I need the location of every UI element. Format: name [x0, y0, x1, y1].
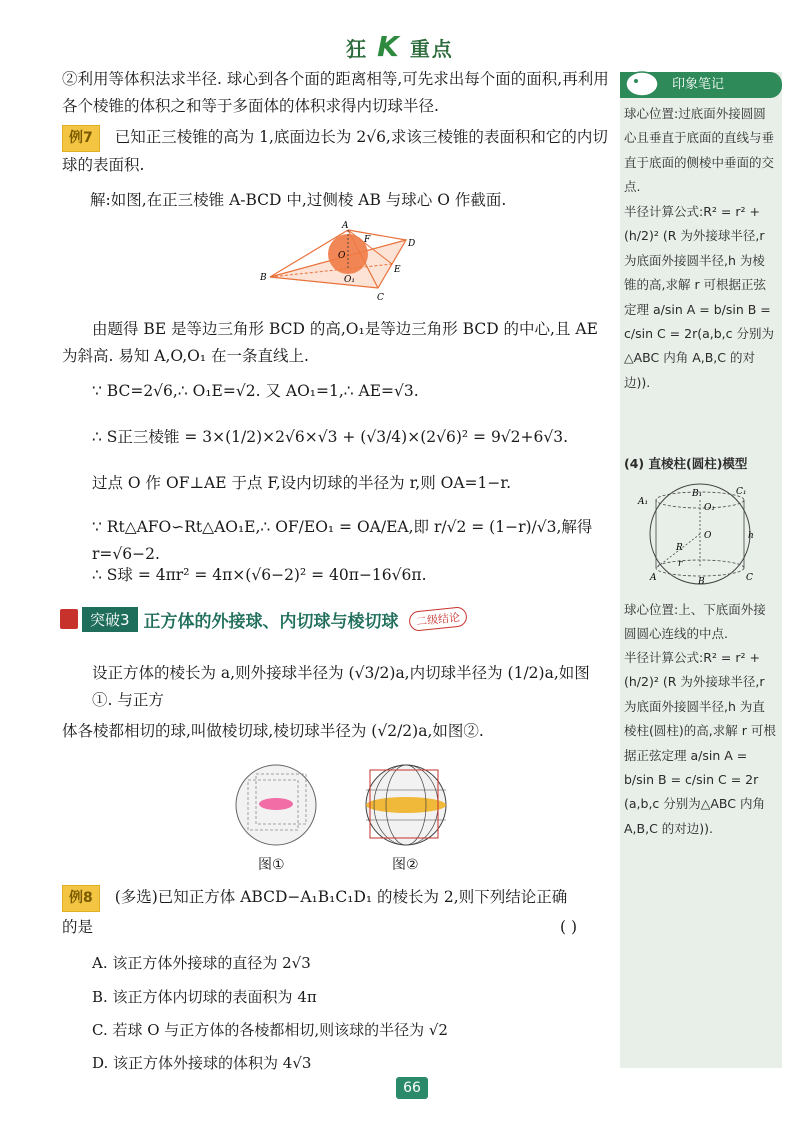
choice-d: D. 该正方体外接球的体积为 4√3	[92, 1054, 312, 1072]
label-a1: A₁	[638, 497, 649, 507]
page-number: 66	[396, 1077, 428, 1099]
label-sidebar-c: C	[746, 573, 753, 583]
example8-question	[62, 884, 610, 912]
inscribed-section	[259, 798, 293, 810]
choice-c: C. 若球 O 与正方体的各棱都相切,则该球的半径为 √2	[92, 1021, 448, 1039]
label-o1: O₁	[344, 275, 355, 285]
elephant-icon	[622, 66, 662, 100]
example7-question-text: 已知正三棱锥的高为 1,底面边长为 2√6,求该三棱锥的表面积和它的内切球的表面积.	[62, 128, 608, 174]
cube-text-2: 体各棱都相切的球,叫做棱切球,棱切球半径为 (√2/2)a,如图②.	[62, 722, 484, 740]
label-a: A	[342, 221, 349, 231]
example7-question	[62, 124, 610, 179]
cube-text-1: 设正方体的棱长为 a,则外接球半径为 (√3/2)a,内切球半径为 (1/2)a,如图①. 与正方	[92, 664, 590, 710]
pyramid-figure	[260, 220, 420, 302]
figure-2-caption: 图②	[392, 857, 419, 873]
figure-1-caption: 图①	[258, 857, 285, 873]
figure-1-inscribed-circumscribed	[226, 760, 326, 850]
equator-band	[366, 797, 446, 813]
label-b: B	[260, 273, 267, 283]
header-left: 狂	[346, 37, 369, 61]
label-sidebar-a: A	[650, 573, 657, 583]
label-f: F	[364, 235, 371, 245]
sidebar-p2: 半径计算公式:R² = r² + (h/2)² (R 为外接球半径,r 为底面外接圆半径,h 为棱锥的高,求解 r 可根据正弦定理 a/sin A = b/sin B = c/sin C = 2r(a,b,c 分别为△ABC 内角 A,B,C 的对边)).	[624, 204, 774, 390]
section3-title: 正方体的外接球、内切球与棱切球	[143, 611, 399, 632]
intro-paragraph: ②利用等体积法求半径. 球心到各个面的距离相等,可先求出每个面的面积,再利用各个棱锥的体积之和等于多面体的体积求得内切球半径.	[62, 70, 609, 116]
figure-2-edge-tangent	[356, 760, 456, 850]
solution-line-1: 由题得 BE 是等边三角形 BCD 的高,O₁是等边三角形 BCD 的中心,且 AE 为斜高. 易知 A,O,O₁ 在一条直线上.	[62, 320, 598, 366]
solution-line-5: ∵ Rt△AFO∽Rt△AO₁E,∴ OF/EO₁ = OA/EA,即 r/√2 = (1−r)/√3,解得 r=√6−2.	[92, 518, 593, 564]
solution-line-4: 过点 O 作 OF⊥AE 于点 F,设内切球的半径为 r,则 OA=1−r.	[92, 474, 512, 492]
label-c1: C₁	[736, 487, 747, 497]
label-sidebar-o: O	[704, 531, 712, 541]
label-sidebar-b: B	[698, 577, 705, 587]
label-radius-r: R	[676, 543, 683, 553]
label-d: D	[408, 239, 416, 249]
label-c: C	[377, 293, 384, 302]
solution-line-6: ∴ S球 = 4πr² = 4π×(√6−2)² = 40π−16√6π.	[92, 566, 427, 584]
solution-line-2: ∵ BC=2√6,∴ O₁E=√2. 又 AO₁=1,∴ AE=√3.	[92, 382, 419, 400]
sidebar-p5: 半径计算公式:R² = r² + (h/2)² (R 为外接球半径,r 为底面外接圆半径,h 为直棱柱(圆柱)的高,求解 r 可根据正弦定理 a/sin A = b/sin B = c/sin C = 2r (a,b,c 分别为△ABC 内角 A,B,C 的对边)).	[624, 650, 776, 836]
header-k-logo: K	[377, 30, 401, 63]
label-h: h	[748, 531, 754, 541]
solution-line-3: ∴ S正三棱锥 = 3×(1/2)×2√6×√3 + (√3/4)×(2√6)² = 9√2+6√3.	[92, 428, 569, 446]
book-icon	[60, 609, 78, 629]
running-header	[0, 30, 800, 63]
sidebar-title: 印象笔记	[672, 77, 725, 92]
sidebar-p4: 球心位置:上、下底面外接圆圆心连线的中点.	[624, 602, 766, 642]
section3-header	[60, 605, 467, 633]
section3-stamp: 二级结论	[408, 606, 468, 632]
example8-question-cont: 的是	[62, 918, 94, 936]
answer-paren: ( )	[560, 918, 578, 936]
label-e: E	[394, 265, 401, 275]
label-radius-small-r: r	[678, 559, 683, 569]
example7-badge: 例7	[62, 125, 100, 152]
sidebar-p1: 球心位置:过底面外接圆圆心且垂直于底面的直线与垂直于底面的侧棱中垂面的交点.	[624, 106, 775, 195]
section3-tag: 突破3	[82, 607, 138, 632]
header-right: 重点	[409, 37, 454, 61]
label-b1: B₁	[692, 489, 703, 499]
prism-sphere-figure	[632, 480, 768, 588]
sidebar-p3: (4) 直棱柱(圆柱)模型	[624, 456, 748, 471]
example8-question-text: (多选)已知正方体 ABCD−A₁B₁C₁D₁ 的棱长为 2,则下列结论正确	[114, 888, 568, 906]
label-sidebar-o1: O₁	[704, 503, 715, 513]
choice-a: A. 该正方体外接球的直径为 2√3	[92, 954, 311, 972]
example7-solution-intro: 解:如图,在正三棱锥 A-BCD 中,过侧棱 AB 与球心 O 作截面.	[90, 191, 507, 209]
example8-badge: 例8	[62, 885, 100, 912]
label-o: O	[338, 251, 346, 261]
choice-b: B. 该正方体内切球的表面积为 4π	[92, 988, 317, 1006]
